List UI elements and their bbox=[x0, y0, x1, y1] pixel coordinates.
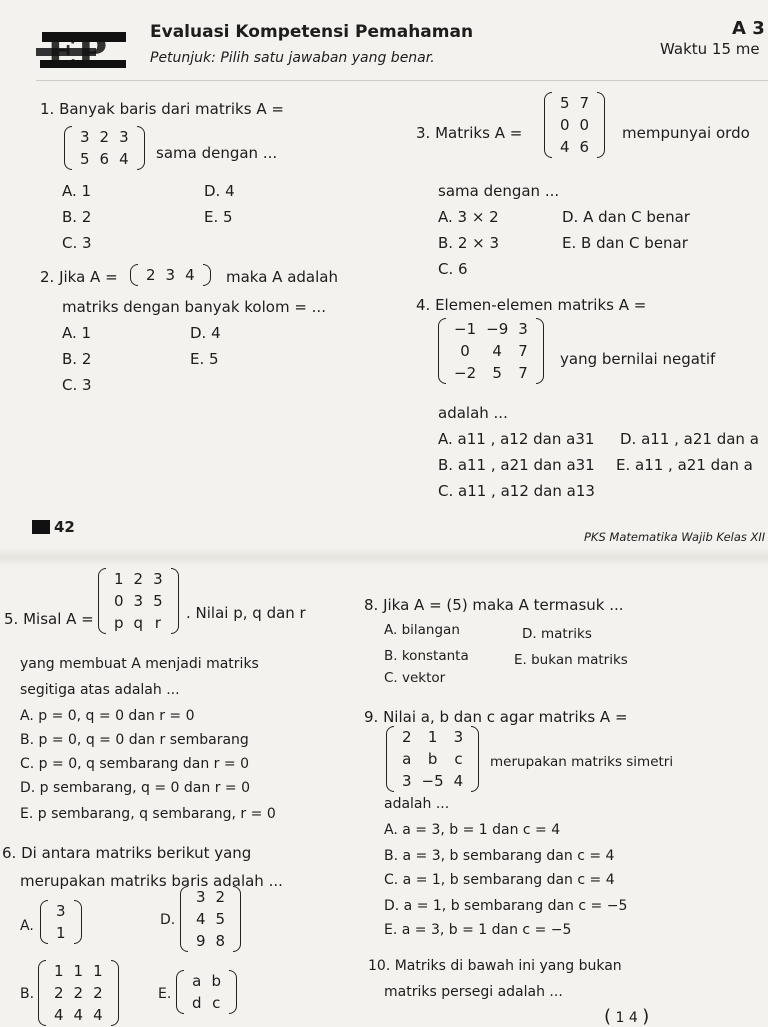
q2-after: maka A adalah bbox=[226, 268, 338, 286]
q9-option[interactable]: C. a = 1, b sembarang dan c = 4 bbox=[384, 872, 615, 888]
svg-text:EP: EP bbox=[46, 29, 107, 72]
q9-line2: adalah ... bbox=[384, 796, 450, 812]
q5-after: . Nilai p, q dan r bbox=[186, 604, 306, 622]
q6-line2: merupakan matriks baris adalah ... bbox=[20, 872, 283, 890]
q9-text: 9. Nilai a, b dan c agar matriks A = bbox=[364, 708, 628, 726]
q1-option[interactable]: C. 3 bbox=[62, 234, 92, 252]
test-code: A 3 bbox=[732, 18, 765, 39]
q8-text: 8. Jika A = (5) maka A termasuk ... bbox=[364, 596, 624, 614]
q2-option[interactable]: A. 1 bbox=[62, 324, 92, 342]
q8-option[interactable]: D. matriks bbox=[522, 626, 592, 642]
q8-option[interactable]: E. bukan matriks bbox=[514, 652, 628, 668]
q3-option[interactable]: E. B dan C benar bbox=[562, 234, 688, 252]
q1-option[interactable]: B. 2 bbox=[62, 208, 92, 226]
q2-option[interactable]: E. 5 bbox=[190, 350, 219, 368]
q3-after: mempunyai ordo bbox=[622, 124, 750, 142]
q2-option[interactable]: D. 4 bbox=[190, 324, 221, 342]
q3-matrix: 5 7 0 0 4 6 bbox=[544, 92, 605, 158]
q5-option[interactable]: A. p = 0, q = 0 dan r = 0 bbox=[20, 708, 195, 724]
q9-option[interactable]: E. a = 3, b = 1 dan c = −5 bbox=[384, 922, 572, 938]
page-number: 42 bbox=[54, 518, 75, 536]
q5-line2: yang membuat A menjadi matriks bbox=[20, 656, 259, 672]
q1-after: sama dengan ... bbox=[156, 144, 278, 162]
q6-option-d-label[interactable]: D. bbox=[160, 912, 176, 928]
q6-option-d-matrix[interactable]: 3 2 4 5 9 8 bbox=[180, 886, 241, 952]
q6-text: 6. Di antara matriks berikut yang bbox=[2, 844, 252, 862]
q5-option[interactable]: C. p = 0, q sembarang dan r = 0 bbox=[20, 756, 249, 772]
q5-option[interactable]: D. p sembarang, q = 0 dan r = 0 bbox=[20, 780, 250, 796]
q2-option[interactable]: C. 3 bbox=[62, 376, 92, 394]
q8-option[interactable]: B. konstanta bbox=[384, 648, 469, 664]
q4-option[interactable]: C. a11 , a12 dan a13 bbox=[438, 482, 595, 500]
q2-option[interactable]: B. 2 bbox=[62, 350, 92, 368]
q9-option[interactable]: B. a = 3, b sembarang dan c = 4 bbox=[384, 848, 615, 864]
q2-row-matrix: 2 3 4 bbox=[130, 264, 211, 286]
q3-option[interactable]: B. 2 × 3 bbox=[438, 234, 500, 252]
page-number-marker bbox=[32, 520, 50, 534]
q4-text: 4. Elemen-elemen matriks A = bbox=[416, 296, 647, 314]
q10-text: 10. Matriks di bawah ini yang bukan bbox=[368, 958, 622, 974]
q4-after: yang bernilai negatif bbox=[560, 350, 716, 368]
q4-option[interactable]: A. a11 , a12 dan a31 bbox=[438, 430, 595, 448]
q4-matrix: −1 −9 3 0 4 7 −2 5 7 bbox=[438, 318, 544, 384]
header-rule bbox=[36, 80, 768, 81]
q4-option[interactable]: B. a11 , a21 dan a31 bbox=[438, 456, 595, 474]
q10-partial-option[interactable]: ( 1 4 ) bbox=[604, 1006, 650, 1027]
q5-line3: segitiga atas adalah ... bbox=[20, 682, 180, 698]
q8-option[interactable]: A. bilangan bbox=[384, 622, 460, 638]
q5-option[interactable]: E. p sembarang, q sembarang, r = 0 bbox=[20, 806, 276, 822]
q1-text: 1. Banyak baris dari matriks A = bbox=[40, 100, 284, 118]
q3-option[interactable]: D. A dan C benar bbox=[562, 208, 690, 226]
q4-option[interactable]: D. a11 , a21 dan a bbox=[620, 430, 759, 448]
q1-option[interactable]: D. 4 bbox=[204, 182, 235, 200]
q9-option[interactable]: A. a = 3, b = 1 dan c = 4 bbox=[384, 822, 561, 838]
q4-line2: adalah ... bbox=[438, 404, 508, 422]
q10-line2: matriks persegi adalah ... bbox=[384, 984, 563, 1000]
q6-option-a-matrix[interactable]: 3 1 bbox=[40, 900, 82, 944]
q1-option[interactable]: E. 5 bbox=[204, 208, 233, 226]
q1-matrix: 3 2 3 5 6 4 bbox=[64, 126, 145, 170]
q4-option[interactable]: E. a11 , a21 dan a bbox=[616, 456, 753, 474]
book-title: PKS Matematika Wajib Kelas XII bbox=[584, 530, 766, 544]
q9-matrix: 2 1 3 a b c 3 −5 4 bbox=[386, 726, 479, 792]
q9-after: merupakan matriks simetri bbox=[490, 754, 674, 770]
q6-option-b-label[interactable]: B. bbox=[20, 986, 35, 1002]
q6-option-b-matrix[interactable]: 1 1 1 2 2 2 4 4 4 bbox=[38, 960, 119, 1026]
q2-prefix: 2. Jika A = bbox=[40, 268, 118, 286]
q1-option[interactable]: A. 1 bbox=[62, 182, 92, 200]
q3-line2: sama dengan ... bbox=[438, 182, 560, 200]
page-title: Evaluasi Kompetensi Pemahaman bbox=[150, 22, 474, 42]
q3-option[interactable]: A. 3 × 2 bbox=[438, 208, 499, 226]
time-label: Waktu 15 me bbox=[660, 40, 760, 58]
q2-line2: matriks dengan banyak kolom = ... bbox=[62, 298, 326, 316]
q8-option[interactable]: C. vektor bbox=[384, 670, 446, 686]
q6-option-a-label[interactable]: A. bbox=[20, 918, 34, 934]
q9-option[interactable]: D. a = 1, b sembarang dan c = −5 bbox=[384, 898, 628, 914]
q3-option[interactable]: C. 6 bbox=[438, 260, 468, 278]
instruction: Petunjuk: Pilih satu jawaban yang benar. bbox=[150, 50, 435, 66]
q6-option-e-matrix[interactable]: a b d c bbox=[176, 970, 237, 1014]
q3-prefix: 3. Matriks A = bbox=[416, 124, 523, 142]
q5-matrix: 1 2 3 0 3 5 p q r bbox=[98, 568, 179, 634]
q5-option[interactable]: B. p = 0, q = 0 dan r sembarang bbox=[20, 732, 249, 748]
ep-logo bbox=[36, 28, 128, 72]
q6-option-e-label[interactable]: E. bbox=[158, 986, 172, 1002]
q5-prefix: 5. Misal A = bbox=[4, 610, 94, 628]
page-divider bbox=[0, 548, 768, 566]
